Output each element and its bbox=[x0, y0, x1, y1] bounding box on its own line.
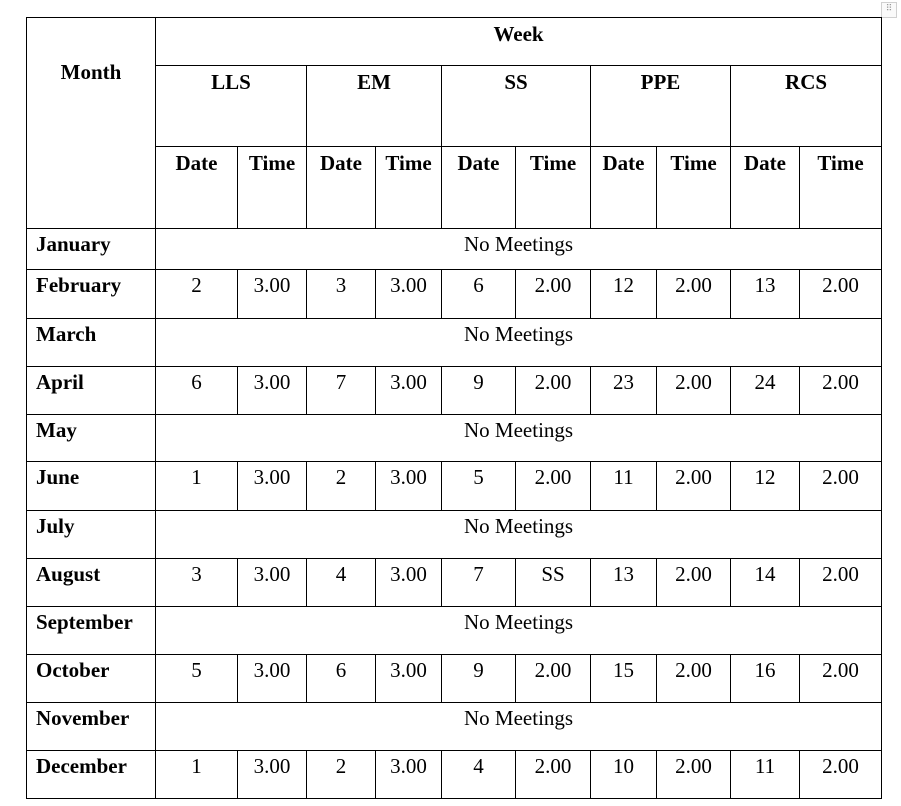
time-cell: 3.00 bbox=[376, 270, 442, 319]
time-cell: 3.00 bbox=[376, 559, 442, 607]
date-cell: 1 bbox=[156, 751, 238, 799]
table-row bbox=[27, 367, 882, 415]
table-row bbox=[27, 270, 882, 319]
time-cell: 2.00 bbox=[800, 270, 882, 319]
date-cell: 4 bbox=[307, 559, 376, 607]
month-cell: February bbox=[27, 270, 156, 319]
month-cell: June bbox=[27, 462, 156, 511]
time-cell: 2.00 bbox=[657, 367, 731, 415]
date-cell: 13 bbox=[591, 559, 657, 607]
time-subheader: Time bbox=[376, 147, 442, 229]
group-header-ss: SS bbox=[442, 66, 591, 147]
no-meetings-cell: No Meetings bbox=[156, 607, 882, 655]
date-subheader: Date bbox=[156, 147, 238, 229]
time-cell: 3.00 bbox=[376, 751, 442, 799]
date-cell: 9 bbox=[442, 655, 516, 703]
time-cell: 2.00 bbox=[516, 751, 591, 799]
table-row bbox=[27, 319, 882, 367]
time-cell: 3.00 bbox=[238, 655, 307, 703]
time-cell: 2.00 bbox=[657, 655, 731, 703]
date-cell: 6 bbox=[307, 655, 376, 703]
date-cell: 3 bbox=[156, 559, 238, 607]
table-row bbox=[27, 415, 882, 462]
time-subheader: Time bbox=[238, 147, 307, 229]
table-row bbox=[27, 703, 882, 751]
month-header: Month bbox=[27, 18, 156, 229]
date-cell: 14 bbox=[731, 559, 800, 607]
no-meetings-cell: No Meetings bbox=[156, 511, 882, 559]
time-cell: 3.00 bbox=[238, 270, 307, 319]
date-cell: 12 bbox=[591, 270, 657, 319]
group-header-rcs: RCS bbox=[731, 66, 882, 147]
date-cell: 12 bbox=[731, 462, 800, 511]
table-row bbox=[27, 559, 882, 607]
time-cell: 2.00 bbox=[800, 751, 882, 799]
date-cell: 2 bbox=[307, 462, 376, 511]
no-meetings-cell: No Meetings bbox=[156, 415, 882, 462]
time-cell: 3.00 bbox=[376, 367, 442, 415]
date-cell: 4 bbox=[442, 751, 516, 799]
date-cell: 5 bbox=[442, 462, 516, 511]
time-cell: 2.00 bbox=[800, 462, 882, 511]
time-subheader: Time bbox=[800, 147, 882, 229]
group-header-lls: LLS bbox=[156, 66, 307, 147]
no-meetings-cell: No Meetings bbox=[156, 703, 882, 751]
no-meetings-cell: No Meetings bbox=[156, 319, 882, 367]
month-cell: March bbox=[27, 319, 156, 367]
date-cell: 2 bbox=[307, 751, 376, 799]
date-subheader: Date bbox=[591, 147, 657, 229]
month-cell: January bbox=[27, 229, 156, 270]
time-subheader: Time bbox=[516, 147, 591, 229]
time-cell: 2.00 bbox=[657, 559, 731, 607]
month-cell: April bbox=[27, 367, 156, 415]
date-cell: 15 bbox=[591, 655, 657, 703]
month-cell: September bbox=[27, 607, 156, 655]
date-cell: 16 bbox=[731, 655, 800, 703]
time-cell: 2.00 bbox=[516, 462, 591, 511]
time-cell: 3.00 bbox=[238, 751, 307, 799]
date-subheader: Date bbox=[731, 147, 800, 229]
table-row bbox=[27, 607, 882, 655]
time-cell: 2.00 bbox=[800, 655, 882, 703]
month-cell: October bbox=[27, 655, 156, 703]
table-move-handle[interactable]: ⠿ bbox=[881, 2, 897, 18]
table-row bbox=[27, 462, 882, 511]
month-cell: July bbox=[27, 511, 156, 559]
time-cell: 3.00 bbox=[376, 462, 442, 511]
date-cell: 6 bbox=[442, 270, 516, 319]
date-cell: 13 bbox=[731, 270, 800, 319]
month-cell: December bbox=[27, 751, 156, 799]
time-subheader: Time bbox=[657, 147, 731, 229]
table-row bbox=[27, 751, 882, 799]
date-cell: 5 bbox=[156, 655, 238, 703]
date-cell: 11 bbox=[591, 462, 657, 511]
date-subheader: Date bbox=[442, 147, 516, 229]
month-cell: May bbox=[27, 415, 156, 462]
date-cell: 9 bbox=[442, 367, 516, 415]
time-cell: 2.00 bbox=[657, 462, 731, 511]
date-subheader: Date bbox=[307, 147, 376, 229]
time-cell: 2.00 bbox=[516, 270, 591, 319]
time-cell: 2.00 bbox=[516, 367, 591, 415]
time-cell: 3.00 bbox=[238, 462, 307, 511]
date-cell: 1 bbox=[156, 462, 238, 511]
meeting-schedule-table bbox=[26, 17, 882, 799]
table-row bbox=[27, 655, 882, 703]
group-header-em: EM bbox=[307, 66, 442, 147]
time-cell: 3.00 bbox=[238, 559, 307, 607]
month-cell: November bbox=[27, 703, 156, 751]
date-cell: 11 bbox=[731, 751, 800, 799]
date-cell: 3 bbox=[307, 270, 376, 319]
week-header: Week bbox=[156, 18, 882, 66]
time-cell: 2.00 bbox=[800, 559, 882, 607]
time-cell: 2.00 bbox=[516, 655, 591, 703]
date-cell: 24 bbox=[731, 367, 800, 415]
date-cell: 10 bbox=[591, 751, 657, 799]
time-cell: SS bbox=[516, 559, 591, 607]
date-cell: 7 bbox=[307, 367, 376, 415]
date-cell: 23 bbox=[591, 367, 657, 415]
date-cell: 2 bbox=[156, 270, 238, 319]
date-cell: 7 bbox=[442, 559, 516, 607]
time-cell: 2.00 bbox=[800, 367, 882, 415]
table-row bbox=[27, 511, 882, 559]
date-cell: 6 bbox=[156, 367, 238, 415]
no-meetings-cell: No Meetings bbox=[156, 229, 882, 270]
time-cell: 3.00 bbox=[238, 367, 307, 415]
time-cell: 2.00 bbox=[657, 270, 731, 319]
group-header-ppe: PPE bbox=[591, 66, 731, 147]
time-cell: 3.00 bbox=[376, 655, 442, 703]
table-row bbox=[27, 229, 882, 270]
month-cell: August bbox=[27, 559, 156, 607]
time-cell: 2.00 bbox=[657, 751, 731, 799]
